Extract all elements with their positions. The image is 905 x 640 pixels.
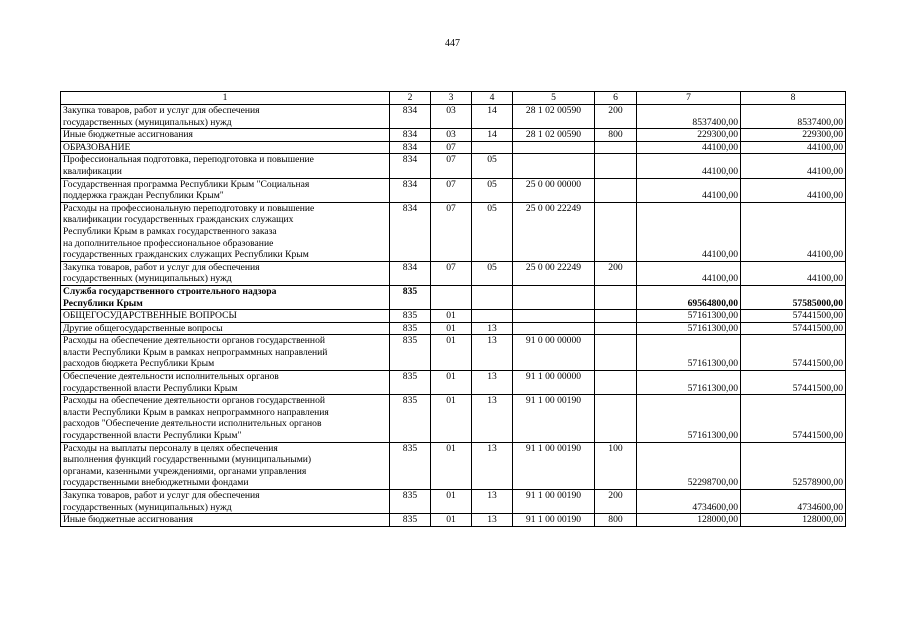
cell-amount-year1: 44100,00 [637, 141, 741, 154]
cell-grbs: 834 [390, 154, 431, 178]
cell-name [61, 395, 390, 442]
table-row [61, 335, 846, 371]
table-row [61, 141, 846, 154]
cell-expense-type [595, 285, 637, 309]
cell-subsection: 05 [472, 178, 513, 202]
cell-target-article: 28 1 02 00590 [513, 105, 595, 129]
cell-grbs: 834 [390, 202, 431, 261]
cell-grbs: 834 [390, 261, 431, 285]
cell-target-article: 91 1 00 00190 [513, 490, 595, 514]
cell-amount-year2: 44100,00 [741, 178, 846, 202]
cell-grbs: 835 [390, 442, 431, 489]
cell-name-line: Иные бюджетные ассигнования [63, 514, 193, 526]
cell-grbs: 835 [390, 395, 431, 442]
cell-name [61, 335, 390, 371]
cell-grbs: 834 [390, 141, 431, 154]
cell-amount-year2: 8537400,00 [741, 105, 846, 129]
cell-target-article: 91 1 00 00000 [513, 371, 595, 395]
table-row [61, 129, 846, 142]
cell-target-article: 25 0 00 00000 [513, 178, 595, 202]
cell-name-line: Расходы на профессиональную переподготовку и повышение [63, 202, 315, 214]
cell-expense-type: 100 [595, 442, 637, 489]
cell-amount-year1: 229300,00 [637, 129, 741, 142]
cell-amount-year2: 57441500,00 [741, 322, 846, 335]
table-row [61, 395, 846, 442]
cell-name [61, 261, 390, 285]
cell-target-article [513, 285, 595, 309]
cell-subsection: 13 [472, 395, 513, 442]
cell-section: 01 [431, 310, 472, 323]
cell-amount-year2: 44100,00 [741, 202, 846, 261]
cell-section: 01 [431, 335, 472, 371]
cell-grbs: 835 [390, 490, 431, 514]
cell-grbs: 835 [390, 322, 431, 335]
table-row [61, 442, 846, 489]
cell-amount-year1: 52298700,00 [637, 442, 741, 489]
table-row [61, 285, 846, 309]
cell-section: 01 [431, 490, 472, 514]
table-row [61, 371, 846, 395]
cell-section: 07 [431, 202, 472, 261]
cell-name [61, 129, 390, 142]
table-row [61, 322, 846, 335]
cell-subsection: 05 [472, 202, 513, 261]
cell-name-line: государственных гражданских служащих Республики Крым [63, 249, 309, 261]
cell-target-article: 25 0 00 22249 [513, 202, 595, 261]
cell-subsection [472, 285, 513, 309]
cell-target-article: 91 1 00 00190 [513, 442, 595, 489]
cell-name [61, 490, 390, 514]
cell-grbs: 835 [390, 514, 431, 527]
cell-name-line: органами, казенными учреждениями, органами управления [63, 465, 307, 477]
cell-amount-year1: 128000,00 [637, 514, 741, 527]
cell-subsection: 13 [472, 514, 513, 527]
cell-name-line: Другие общегосударственные вопросы [63, 322, 223, 334]
cell-subsection: 13 [472, 490, 513, 514]
cell-name-line: Расходы на обеспечение деятельности органов государственной [63, 335, 326, 347]
cell-name [61, 154, 390, 178]
cell-amount-year1: 57161300,00 [637, 395, 741, 442]
cell-amount-year2: 44100,00 [741, 261, 846, 285]
cell-name [61, 310, 390, 323]
cell-amount-year2: 57441500,00 [741, 310, 846, 323]
page-number: 447 [445, 38, 460, 49]
cell-expense-type: 200 [595, 105, 637, 129]
cell-name-line: Закупка товаров, работ и услуг для обеспечения [63, 261, 260, 273]
cell-name-line: Иные бюджетные ассигнования [63, 129, 193, 141]
cell-target-article [513, 141, 595, 154]
cell-section: 07 [431, 154, 472, 178]
cell-name [61, 178, 390, 202]
cell-subsection [472, 310, 513, 323]
cell-name-line: Расходы на выплаты персоналу в целях обеспечения [63, 442, 278, 454]
table-row [61, 202, 846, 261]
cell-section: 07 [431, 178, 472, 202]
cell-amount-year1: 44100,00 [637, 202, 741, 261]
cell-target-article: 91 1 00 00190 [513, 395, 595, 442]
cell-amount-year2: 57441500,00 [741, 335, 846, 371]
cell-name-line: Республики Крым [63, 297, 143, 309]
cell-name-line: Служба государственного строительного надзора [63, 285, 277, 297]
cell-name [61, 442, 390, 489]
cell-amount-year2: 57585000,00 [741, 285, 846, 309]
header-cell: 6 [595, 92, 637, 105]
cell-grbs: 835 [390, 285, 431, 309]
cell-target-article: 91 0 00 00000 [513, 335, 595, 371]
table-row [61, 261, 846, 285]
cell-amount-year1: 44100,00 [637, 261, 741, 285]
cell-subsection: 14 [472, 105, 513, 129]
cell-name-line: государственной власти Республики Крым" [63, 430, 242, 442]
cell-name [61, 202, 390, 261]
cell-subsection: 13 [472, 322, 513, 335]
cell-section [431, 285, 472, 309]
cell-amount-year2: 52578900,00 [741, 442, 846, 489]
cell-amount-year1: 57161300,00 [637, 310, 741, 323]
cell-name [61, 141, 390, 154]
cell-target-article: 28 1 02 00590 [513, 129, 595, 142]
cell-target-article [513, 310, 595, 323]
header-cell: 4 [472, 92, 513, 105]
cell-expense-type [595, 371, 637, 395]
cell-section: 03 [431, 129, 472, 142]
header-cell: 5 [513, 92, 595, 105]
cell-name [61, 371, 390, 395]
cell-amount-year1: 57161300,00 [637, 335, 741, 371]
table-row [61, 490, 846, 514]
cell-section: 07 [431, 141, 472, 154]
cell-expense-type [595, 141, 637, 154]
cell-name-line: власти Республики Крым в рамках непрограммного направления [63, 406, 329, 418]
cell-name-line: Обеспечение деятельности исполнительных органов [63, 371, 279, 383]
cell-subsection: 13 [472, 335, 513, 371]
cell-amount-year2: 229300,00 [741, 129, 846, 142]
cell-expense-type [595, 178, 637, 202]
cell-expense-type [595, 395, 637, 442]
cell-expense-type: 800 [595, 129, 637, 142]
cell-amount-year2: 44100,00 [741, 154, 846, 178]
cell-subsection: 05 [472, 154, 513, 178]
cell-expense-type [595, 335, 637, 371]
cell-name-line: государственных (муниципальных) нужд [63, 273, 232, 285]
cell-amount-year1: 57161300,00 [637, 322, 741, 335]
cell-name-line: квалификации [63, 165, 122, 177]
cell-name [61, 514, 390, 527]
table-row [61, 105, 846, 129]
cell-name-line: Республики Крым в рамках государственного заказа [63, 225, 277, 237]
cell-name-line: Закупка товаров, работ и услуг для обеспечения [63, 490, 260, 501]
cell-amount-year1: 44100,00 [637, 154, 741, 178]
cell-subsection: 13 [472, 371, 513, 395]
cell-expense-type [595, 154, 637, 178]
cell-section: 01 [431, 395, 472, 442]
cell-expense-type [595, 202, 637, 261]
budget-table [60, 91, 846, 527]
cell-name-line: Профессиональная подготовка, переподготовка и повышение [63, 154, 314, 166]
cell-name-line: Закупка товаров, работ и услуг для обеспечения [63, 105, 260, 116]
table-row [61, 514, 846, 527]
cell-name-line: поддержка граждан Республики Крым" [63, 190, 224, 202]
cell-amount-year1: 4734600,00 [637, 490, 741, 514]
cell-name [61, 105, 390, 129]
cell-subsection: 14 [472, 129, 513, 142]
cell-expense-type [595, 310, 637, 323]
cell-section: 01 [431, 442, 472, 489]
cell-name-line: государственных (муниципальных) нужд [63, 501, 232, 513]
cell-grbs: 834 [390, 105, 431, 129]
cell-name-line: государственной власти Республики Крым [63, 382, 238, 394]
cell-name [61, 322, 390, 335]
cell-target-article [513, 322, 595, 335]
cell-name-line: ОБЩЕГОСУДАРСТВЕННЫЕ ВОПРОСЫ [63, 310, 237, 322]
cell-name-line: выполнения функций государственными (муниципальными) [63, 454, 312, 466]
cell-section: 01 [431, 514, 472, 527]
cell-expense-type [595, 322, 637, 335]
cell-section: 01 [431, 371, 472, 395]
cell-grbs: 834 [390, 178, 431, 202]
cell-amount-year1: 44100,00 [637, 178, 741, 202]
header-cell: 8 [741, 92, 846, 105]
cell-name-line: Расходы на обеспечение деятельности органов государственной [63, 395, 326, 407]
cell-grbs: 834 [390, 129, 431, 142]
cell-name-line: государственных (муниципальных) нужд [63, 116, 232, 128]
cell-name-line: власти Республики Крым в рамках непрограммных направлений [63, 346, 328, 358]
header-cell: 2 [390, 92, 431, 105]
cell-amount-year2: 57441500,00 [741, 395, 846, 442]
header-cell: 3 [431, 92, 472, 105]
cell-section: 01 [431, 322, 472, 335]
cell-subsection: 05 [472, 261, 513, 285]
table-header-row [61, 92, 846, 105]
cell-section: 03 [431, 105, 472, 129]
cell-amount-year1: 69564800,00 [637, 285, 741, 309]
cell-name-line: ОБРАЗОВАНИЕ [63, 141, 131, 153]
cell-target-article [513, 154, 595, 178]
cell-name-line: Государственная программа Республики Крым "Социальная [63, 178, 310, 190]
cell-subsection [472, 141, 513, 154]
cell-expense-type: 200 [595, 261, 637, 285]
cell-name-line: на дополнительное профессиональное образование [63, 237, 274, 249]
cell-section: 07 [431, 261, 472, 285]
cell-expense-type: 200 [595, 490, 637, 514]
cell-subsection: 13 [472, 442, 513, 489]
cell-grbs: 835 [390, 371, 431, 395]
cell-grbs: 835 [390, 335, 431, 371]
cell-amount-year1: 8537400,00 [637, 105, 741, 129]
cell-amount-year2: 57441500,00 [741, 371, 846, 395]
header-cell: 1 [61, 92, 390, 105]
cell-name-line: расходов "Обеспечение деятельности исполнительных органов [63, 418, 322, 430]
cell-amount-year1: 57161300,00 [637, 371, 741, 395]
cell-amount-year2: 44100,00 [741, 141, 846, 154]
cell-target-article: 91 1 00 00190 [513, 514, 595, 527]
header-cell: 7 [637, 92, 741, 105]
cell-amount-year2: 128000,00 [741, 514, 846, 527]
cell-name-line: государственными внебюджетными фондами [63, 477, 249, 489]
cell-name-line: расходов бюджета Республики Крым [63, 358, 215, 370]
cell-grbs: 835 [390, 310, 431, 323]
table-row [61, 154, 846, 178]
table-row [61, 178, 846, 202]
table-row [61, 310, 846, 323]
cell-amount-year2: 4734600,00 [741, 490, 846, 514]
cell-target-article: 25 0 00 22249 [513, 261, 595, 285]
cell-name [61, 285, 390, 309]
cell-expense-type: 800 [595, 514, 637, 527]
cell-name-line: квалификации государственных гражданских служащих [63, 214, 294, 226]
